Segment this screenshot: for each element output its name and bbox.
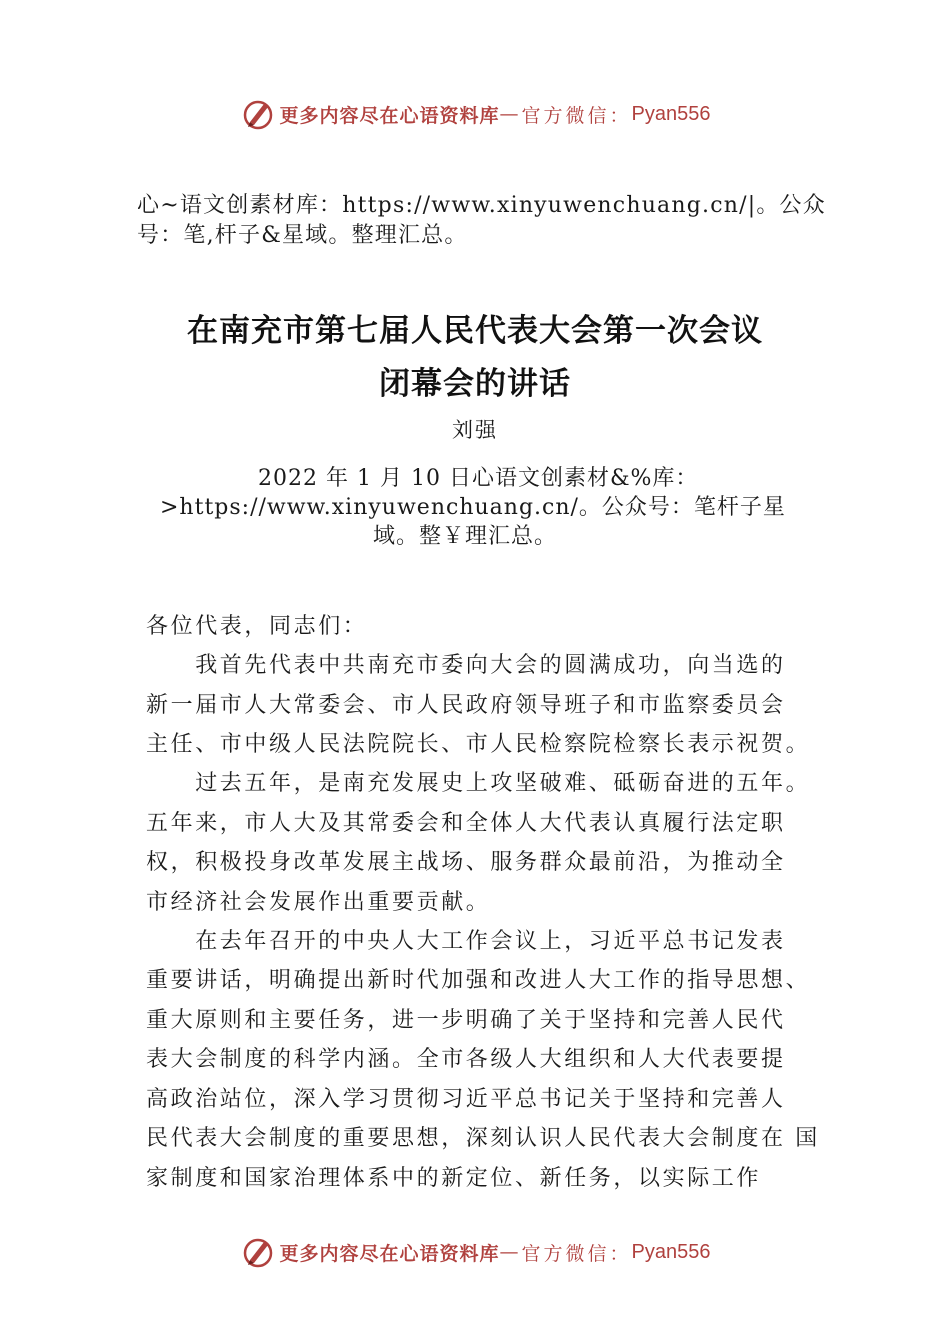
body-line: 民代表大会制度的重要思想，深刻认识人民代表大会制度在 国	[146, 1126, 820, 1151]
date-note-line-1: 2022 年 1 月 10 日心语文创素材&%库：	[258, 466, 699, 491]
body-line: 我首先代表中共南充市委向大会的圆满成功，向当选的	[146, 653, 786, 678]
body-line: 家制度和国家治理体系中的新定位、新任务，以实际工作	[146, 1166, 762, 1191]
body-line: 高政治站位，深入学习贯彻习近平总书记关于坚持和完善人	[146, 1087, 786, 1112]
body-line: 市经济社会发展作出重要贡献。	[146, 890, 491, 915]
footer-banner	[0, 1232, 950, 1272]
body-line: 重要讲话，明确提出新时代加强和改进人大工作的指导思想、	[146, 968, 811, 993]
body-line: 在去年召开的中央人大工作会议上，习近平总书记发表	[146, 929, 786, 954]
banner-wechat-label: 官方微信：	[521, 1242, 632, 1265]
date-note-line-2: >https://www.xinyuwenchuang.cn/。公众号：笔杆子星	[160, 495, 786, 520]
banner-wechat-id: Pyan556	[631, 102, 711, 125]
banner-wechat-label: 官方微信：	[521, 104, 632, 127]
page-title-line-2: 闭幕会的讲话	[379, 366, 571, 402]
banner-dash: —	[499, 1241, 522, 1263]
body-line: 主任、市中级人民法院院长、市人民检察院检察长表示祝贺。	[146, 732, 811, 757]
banner-site-text: 更多内容尽在心语资料库	[279, 1242, 500, 1265]
date-note-line-3: 域。整￥理汇总。	[373, 524, 558, 549]
body-line: 五年来，市人大及其常委会和全体人大代表认真履行法定职	[146, 811, 786, 836]
body-line: 重大原则和主要任务，进一步明确了关于坚持和完善人民代	[146, 1008, 786, 1033]
banner-dash: —	[499, 103, 522, 125]
banner-site-text: 更多内容尽在心语资料库	[279, 104, 500, 127]
body-line: 表大会制度的科学内涵。全市各级人大组织和人大代表要提	[146, 1047, 786, 1072]
salutation: 各位代表，同志们：	[146, 614, 368, 639]
pen-logo-icon	[240, 96, 276, 132]
header-banner	[0, 94, 950, 134]
page-title-line-1: 在南充市第七届人民代表大会第一次会议	[187, 313, 763, 349]
author: 刘强	[452, 418, 498, 442]
pen-logo-icon	[240, 1234, 276, 1270]
body-line: 新一届市人大常委会、市人民政府领导班子和市监察委员会	[146, 693, 786, 718]
header-note-line-2: 号：笔,杆子&星域。整理汇总。	[137, 223, 468, 248]
body-line: 权，积极投身改革发展主战场、服务群众最前沿，为推动全	[146, 850, 786, 875]
banner-wechat-id: Pyan556	[631, 1240, 711, 1263]
body-line: 过去五年，是南充发展史上攻坚破难、砥砺奋进的五年。	[146, 771, 811, 796]
header-note-line-1: 心~语文创素材库：https://www.xinyuwenchuang.cn/|。公众	[137, 193, 826, 218]
